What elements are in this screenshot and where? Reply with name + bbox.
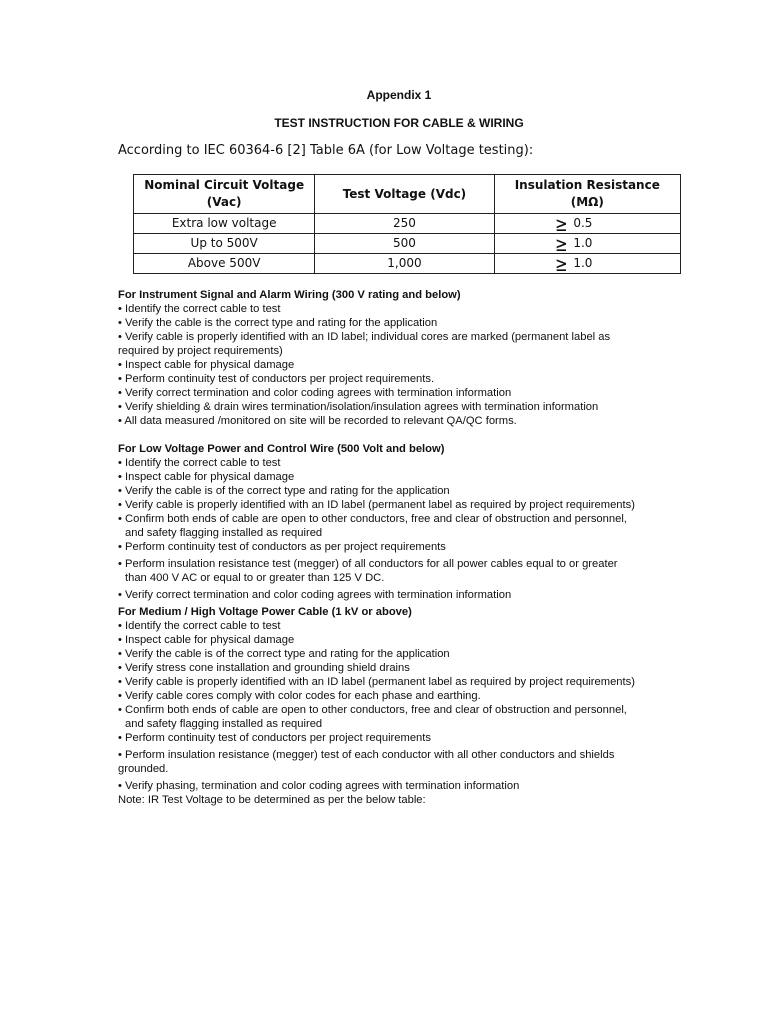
cell-ir <box>494 251 680 276</box>
bullet: • <box>118 704 122 716</box>
list-item-text: Verify the cable is of the correct type and rating for the application <box>125 648 450 660</box>
table-row <box>134 214 681 234</box>
list-item-text: Inspect cable for physical damage <box>125 471 295 483</box>
bullet: • <box>118 732 122 744</box>
cell-nominal: Extra low voltage <box>134 214 315 234</box>
list-item-continuation: required by project requirements) <box>118 345 283 357</box>
list-item-text: Perform insulation resistance (megger) test of each conductor with all other conductors and shields <box>125 749 615 761</box>
list-item <box>118 647 678 661</box>
bullet: • <box>118 676 122 688</box>
list-item-text: Verify shielding & drain wires termination/isolation/insulation agrees with termination information <box>125 401 599 413</box>
bullet: • <box>118 331 122 343</box>
bullet: • <box>118 620 122 632</box>
list-item-text: and safety flagging installed as required <box>125 527 323 539</box>
list-item-text: Verify the cable is the correct type and rating for the application <box>125 317 438 329</box>
list-item-continuation <box>118 717 678 731</box>
list-item <box>118 302 678 316</box>
section-heading-instrument: For Instrument Signal and Alarm Wiring (300 V rating and below) <box>118 289 461 301</box>
list-item-text: Identify the correct cable to test <box>125 620 281 632</box>
list-item-continuation <box>118 571 678 585</box>
list-item-continuation: grounded. <box>118 763 169 775</box>
list-item-text: Verify stress cone installation and grounding shield drains <box>125 662 410 674</box>
bullet: • <box>118 780 122 792</box>
section-heading-low-voltage: For Low Voltage Power and Control Wire (500 Volt and below) <box>118 443 445 455</box>
list-item <box>118 588 678 602</box>
header-nominal-line2: (Vac) <box>206 195 242 209</box>
list-item <box>118 316 678 330</box>
section-spacer <box>118 428 678 442</box>
page-title: TEST INSTRUCTION FOR CABLE & WIRING <box>274 116 524 130</box>
list-item <box>118 512 678 526</box>
list-item <box>118 675 678 689</box>
header-ir-line1: Insulation Resistance <box>514 178 660 192</box>
list-item <box>118 748 678 762</box>
cell-nominal: Above 500V <box>134 254 315 274</box>
bullet: • <box>118 690 122 702</box>
list-item <box>118 633 678 647</box>
note-text: Note: IR Test Voltage to be determined as per the below table: <box>118 794 426 806</box>
table-row <box>134 234 681 254</box>
intro-text: According to IEC 60364-6 [2] Table 6A (for Low Voltage testing): <box>118 143 534 158</box>
list-item-text: Identify the correct cable to test <box>125 457 281 469</box>
list-item <box>118 358 678 372</box>
appendix-label: Appendix 1 <box>366 88 432 102</box>
list-item-text: Verify cable cores comply with color codes for each phase and earthing. <box>125 690 481 702</box>
header-insulation-resistance <box>494 175 680 214</box>
bullet: • <box>118 749 122 761</box>
list-item-continuation <box>118 526 678 540</box>
list-item-text: Verify cable is properly identified with an ID label (permanent label as required by project requirements) <box>125 499 635 511</box>
bullet: • <box>118 485 122 497</box>
insulation-test-table <box>133 174 681 274</box>
bullet: • <box>118 589 122 601</box>
bullet: • <box>118 558 122 570</box>
bullet: • <box>118 457 122 469</box>
list-item <box>118 661 678 675</box>
list-item <box>118 557 678 571</box>
geq-symbol: ≥ <box>554 211 568 236</box>
bullet: • <box>118 359 122 371</box>
list-item-text: Confirm both ends of cable are open to other conductors, free and clear of obstruction and personnel, <box>125 704 627 716</box>
list-item-text: Verify phasing, termination and color coding agrees with termination information <box>125 780 520 792</box>
cell-test: 1,000 <box>315 254 494 274</box>
bullet: • <box>118 415 122 427</box>
list-item-text: Verify cable is properly identified with an ID label; individual cores are marked (permanent label as <box>125 331 611 343</box>
list-item <box>118 731 678 745</box>
list-item-text: Perform continuity test of conductors per project requirements. <box>125 373 435 385</box>
list-item <box>118 619 678 633</box>
list-item-text: Verify correct termination and color coding agrees with termination information <box>125 589 512 601</box>
list-item <box>118 372 678 386</box>
cell-test: 250 <box>315 214 494 234</box>
bullet: • <box>118 634 122 646</box>
header-test-voltage: Test Voltage (Vdc) <box>315 175 494 214</box>
bullet: • <box>118 499 122 511</box>
list-item-text: Verify the cable is of the correct type and rating for the application <box>125 485 450 497</box>
list-item-text: Identify the correct cable to test <box>125 303 281 315</box>
list-item-text: Verify cable is properly identified with an ID label (permanent label as required by project requirements) <box>125 676 635 688</box>
list-item-text: All data measured /monitored on site will be recorded to relevant QA/QC forms. <box>124 415 517 427</box>
list-item <box>118 498 678 512</box>
bullet: • <box>118 401 122 413</box>
bullet: • <box>118 662 122 674</box>
geq-symbol: ≥ <box>554 251 568 276</box>
bullet: • <box>118 648 122 660</box>
list-item <box>118 470 678 484</box>
cell-test: 500 <box>315 234 494 254</box>
list-item <box>118 703 678 717</box>
cell-nominal: Up to 500V <box>134 234 315 254</box>
header-ir-line2: (MΩ) <box>570 195 604 209</box>
list-item <box>118 484 678 498</box>
header-nominal-line1: Nominal Circuit Voltage <box>144 178 305 192</box>
cell-ir <box>494 211 680 236</box>
list-item <box>118 414 678 428</box>
cell-ir <box>494 231 680 256</box>
list-item-text: Inspect cable for physical damage <box>125 634 295 646</box>
table-row <box>134 254 681 274</box>
list-item-text: Perform insulation resistance test (megger) of all conductors for all power cables equal to or greater <box>125 558 618 570</box>
list-item <box>118 386 678 400</box>
list-item-text: and safety flagging installed as required <box>125 718 323 730</box>
list-item <box>118 456 678 470</box>
instructions-body <box>118 288 678 807</box>
list-item <box>118 540 678 554</box>
list-item-text: Verify correct termination and color coding agrees with termination information <box>125 387 512 399</box>
ir-value: 0.5 <box>573 216 593 230</box>
list-item <box>118 330 678 344</box>
list-item-text: than 400 V AC or equal to or greater than 125 V DC. <box>125 572 385 584</box>
list-item-text: Inspect cable for physical damage <box>125 359 295 371</box>
bullet: • <box>118 317 122 329</box>
bullet: • <box>118 471 122 483</box>
bullet: • <box>118 513 122 525</box>
ir-value: 1.0 <box>573 256 593 270</box>
bullet: • <box>118 541 122 553</box>
geq-symbol: ≥ <box>554 231 568 256</box>
ir-value: 1.0 <box>573 236 593 250</box>
table-header-row <box>134 175 681 214</box>
bullet: • <box>118 303 122 315</box>
list-item-text: Perform continuity test of conductors per project requirements <box>125 732 431 744</box>
bullet: • <box>118 373 122 385</box>
list-item-text: Confirm both ends of cable are open to other conductors, free and clear of obstruction and personnel, <box>125 513 627 525</box>
section-heading-medium-high-voltage: For Medium / High Voltage Power Cable (1 kV or above) <box>118 606 412 618</box>
list-item <box>118 779 678 793</box>
bullet: • <box>118 387 122 399</box>
header-nominal-voltage <box>134 175 315 214</box>
list-item <box>118 689 678 703</box>
list-item-text: Perform continuity test of conductors as per project requirements <box>125 541 446 553</box>
list-item <box>118 400 678 414</box>
